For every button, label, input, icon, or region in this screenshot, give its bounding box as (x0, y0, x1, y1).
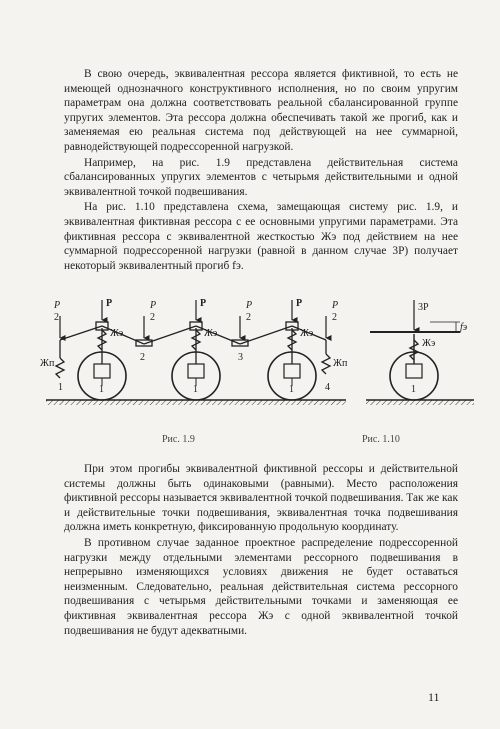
label-zhe-1: Жэ (110, 328, 124, 339)
label-num-2: 2 (140, 352, 145, 363)
label-two-3: 2 (246, 312, 251, 323)
label-wheel-2: 1 (193, 384, 198, 395)
paragraph-2: Например, на рис. 1.9 представлена действительная система сбалансированных упругих элементов с четырьмя действительными и одной эквивалентной точкой подвешивания. (64, 156, 458, 198)
label-Ph-3: P (246, 300, 253, 311)
figure-suspension-scheme (40, 294, 480, 444)
label-zhe-fig10: Жэ (422, 338, 436, 349)
label-two-4: 2 (332, 312, 337, 323)
label-3P: 3P (418, 302, 429, 313)
springs-fig9 (56, 322, 330, 378)
load-arrows (60, 300, 326, 338)
label-zhp-1: Жп (40, 358, 55, 369)
label-zhe-3: Жэ (300, 328, 314, 339)
text-block-bottom (64, 462, 458, 638)
label-wheel-1: 1 (99, 384, 104, 395)
caption-fig-1-9: Рис. 1.9 (162, 434, 195, 445)
text-block-top (64, 67, 458, 273)
label-two-2: 2 (150, 312, 155, 323)
label-zhp-2: Жп (333, 358, 348, 369)
rail-hatch-fig10 (366, 400, 474, 405)
label-Ph-4: P (332, 300, 339, 311)
paragraph-4: При этом прогибы эквивалентной фиктивной рессоры и действительной системы должны быть одинаковыми (равными). Место расположения фиктивной рессоры называется эквивалентной точкой подвешивания. Так же как и действительные точки подвешивания, эквивалентная точка подвешивания должна иметь конкретную, фиксированную продольную координату. (64, 463, 458, 534)
paragraph-1: В свою очередь, эквивалентная рессора является фиктивной, то есть не имеющей однозначного конструктивного исполнения, но по своим упругим параметрам она должна соответствовать реальной сбалансированной группе упругих элементов. Эта рессора должна обеспечивать такой же прогиб, как и заменяемая ею реальная система под действующей на нее суммарной, равнодействующей подрессоренной нагрузкой. (64, 68, 458, 153)
label-Ph-2: P (150, 300, 157, 311)
label-wheel-fig10: 1 (411, 384, 416, 395)
paragraph-3: На рис. 1.10 представлена схема, замещающая систему рис. 1.9, и эквивалентная фиктивная рессора с ее основными упругими параметрами. Эта фиктивная рессора с эквивалентной жесткостью Жэ под действием на нее суммарной подрессоренной нагрузки (равной в данном случае 3P) получает некоторый эквивалентный прогиб fэ. (64, 201, 458, 272)
label-num-4: 4 (325, 382, 330, 393)
label-num-1: 1 (58, 382, 63, 393)
label-wheel-3: 1 (289, 384, 294, 395)
label-Ph-1: P (54, 300, 61, 311)
label-fe: fэ (460, 322, 468, 333)
suspension-diagram (40, 294, 480, 444)
label-P-2: P (200, 298, 207, 309)
paragraph-5: В противном случае заданное проектное распределение подрессоренной нагрузки между отдельными элементами рессорного подвешивания в непрерывно изменяющихся условиях движения не будет оставаться неизменным. Следовательно, реальная действительная система рессорного подвешивания с четырьмя действительными точками и заменяющая ее фиктивная эквивалентная рессора Жэ с одной эквивалентной точкой подвешивания не будут адекватными. (64, 536, 458, 637)
page-number: 11 (428, 690, 440, 704)
label-num-3: 3 (238, 352, 243, 363)
label-P-3: P (296, 298, 303, 309)
caption-fig-1-10: Рис. 1.10 (362, 434, 400, 445)
label-P-1: P (106, 298, 113, 309)
label-two-1: 2 (54, 312, 59, 323)
label-zhe-2: Жэ (204, 328, 218, 339)
